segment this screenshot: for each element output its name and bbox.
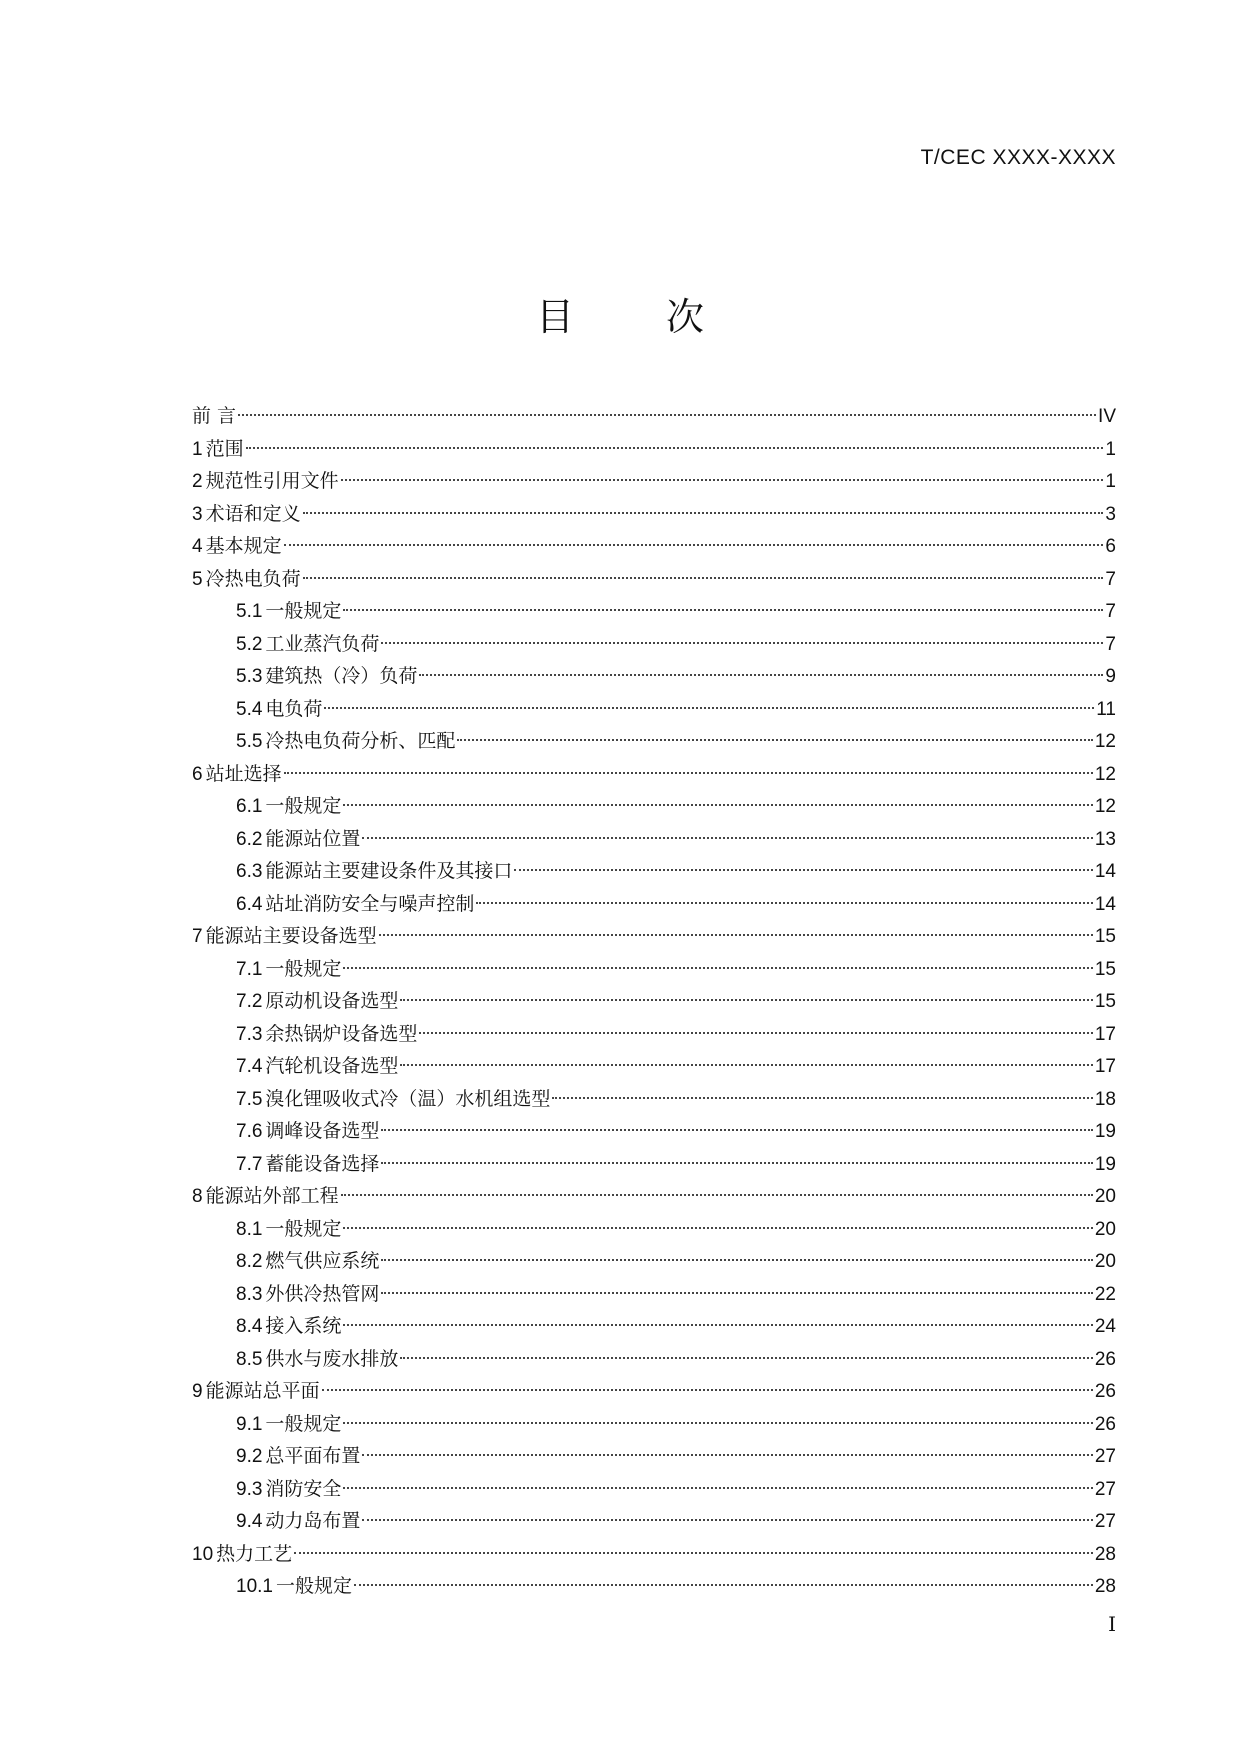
page-number: I (1108, 1612, 1116, 1636)
toc-dot-leader (419, 1032, 1092, 1034)
toc-entry[interactable] (192, 1050, 1116, 1083)
toc-dot-leader (343, 804, 1092, 806)
toc-entry-page: 27 (1094, 1511, 1116, 1532)
toc-entry-page: 12 (1094, 796, 1116, 817)
toc-entry[interactable] (192, 1440, 1116, 1473)
toc-dot-leader (303, 512, 1104, 514)
toc-entry-title: 汽轮机设备选型 (265, 1055, 399, 1077)
toc-entry[interactable] (192, 985, 1116, 1018)
toc-entry-number: 1 (192, 438, 203, 460)
toc-entry-number: 2 (192, 471, 203, 492)
toc-entry-title: 蓄能设备选择 (265, 1152, 380, 1175)
toc-entry[interactable] (192, 1375, 1116, 1408)
toc-entry-page: IV (1098, 406, 1116, 427)
toc-entry-number: 7.7 (236, 1153, 263, 1175)
toc-entry-page: 13 (1094, 828, 1116, 850)
toc-entry-number: 10.1 (236, 1576, 273, 1597)
toc-entry-page: 15 (1094, 926, 1116, 947)
toc-entry[interactable] (192, 498, 1116, 531)
toc-entry-page: 15 (1094, 991, 1116, 1012)
toc-dot-leader (362, 837, 1092, 839)
toc-entry-title: 消防安全 (265, 1477, 342, 1500)
toc-dot-leader (476, 902, 1092, 904)
toc-entry-title: 一般规定 (265, 600, 342, 622)
toc-entry-number: 6.4 (236, 893, 263, 915)
toc-entry-title: 溴化锂吸收式冷（温）水机组选型 (265, 1087, 551, 1110)
toc-entry-title: 电负荷 (265, 697, 323, 720)
toc-entry-title: 建筑热（冷）负荷 (265, 665, 418, 687)
toc-entry[interactable] (192, 1408, 1116, 1441)
toc-entry-page: 26 (1094, 1413, 1116, 1435)
toc-entry-number: 8.4 (236, 1316, 263, 1337)
toc-entry-number: 5.5 (236, 731, 263, 752)
toc-entry-title: 一般规定 (265, 1412, 342, 1435)
toc-entry-number: 5.3 (236, 666, 263, 687)
toc-entry-title: 范围 (205, 437, 244, 460)
toc-dot-leader (400, 999, 1092, 1001)
toc-entry[interactable] (192, 530, 1116, 563)
toc-entry-title: 能源站位置 (265, 827, 361, 850)
toc-entry-number: 9.2 (236, 1446, 263, 1467)
toc-entry[interactable] (192, 1245, 1116, 1278)
toc-entry-number: 5 (192, 568, 203, 590)
toc-entry[interactable] (192, 1083, 1116, 1116)
toc-dot-leader (381, 1292, 1092, 1294)
toc-entry-title: 一般规定 (265, 1217, 342, 1240)
toc-dot-leader (354, 1584, 1093, 1586)
toc-entry[interactable] (192, 400, 1116, 433)
toc-entry-number: 7.4 (236, 1056, 263, 1077)
toc-entry-title: 前 言 (192, 405, 237, 427)
toc-entry-page: 6 (1105, 536, 1116, 557)
toc-dot-leader (381, 1129, 1092, 1131)
toc-dot-leader (341, 1194, 1093, 1196)
table-of-contents (192, 400, 1116, 1603)
toc-dot-leader (343, 609, 1103, 611)
toc-entry[interactable] (192, 1343, 1116, 1376)
toc-entry-page: 12 (1094, 731, 1116, 752)
toc-dot-leader (284, 772, 1093, 774)
toc-dot-leader (362, 1454, 1092, 1456)
toc-dot-leader (362, 1519, 1092, 1521)
toc-entry-page: 12 (1094, 763, 1116, 785)
toc-entry[interactable] (192, 1538, 1116, 1571)
toc-dot-leader (284, 544, 1104, 546)
toc-entry-title: 一般规定 (265, 795, 342, 817)
toc-dot-leader (343, 1227, 1092, 1229)
toc-entry-number: 8.1 (236, 1218, 263, 1240)
toc-entry-page: 7 (1105, 633, 1116, 655)
toc-dot-leader (343, 1324, 1092, 1326)
toc-entry-title: 余热锅炉设备选型 (265, 1022, 418, 1045)
toc-entry[interactable] (192, 1180, 1116, 1213)
toc-dot-leader (381, 1259, 1092, 1261)
toc-entry-number: 8.3 (236, 1283, 263, 1305)
toc-entry-page: 24 (1094, 1316, 1116, 1337)
toc-entry-number: 5.2 (236, 633, 263, 655)
toc-entry-page: 7 (1105, 568, 1116, 590)
toc-entry-title: 冷热电负荷分析、匹配 (265, 730, 456, 752)
toc-entry-page: 18 (1094, 1088, 1116, 1110)
toc-entry-title: 能源站总平面 (205, 1380, 320, 1402)
toc-dot-leader (381, 1162, 1092, 1164)
toc-entry-number: 8.2 (236, 1251, 263, 1272)
toc-entry[interactable] (192, 660, 1116, 693)
toc-dot-leader (343, 1487, 1092, 1489)
toc-entry-number: 9.1 (236, 1413, 263, 1435)
toc-entry-number: 7 (192, 926, 203, 947)
toc-entry-title: 一般规定 (275, 1575, 352, 1597)
toc-entry-title: 术语和定义 (205, 502, 301, 525)
toc-dot-leader (419, 674, 1103, 676)
toc-entry[interactable] (192, 725, 1116, 758)
toc-entry-page: 20 (1094, 1186, 1116, 1207)
toc-entry-title: 规范性引用文件 (205, 470, 339, 492)
toc-entry-title: 站址消防安全与噪声控制 (265, 892, 475, 915)
toc-entry-page: 26 (1094, 1348, 1116, 1370)
toc-entry[interactable] (192, 628, 1116, 661)
toc-entry[interactable] (192, 823, 1116, 856)
toc-entry-number: 7.1 (236, 958, 263, 980)
toc-entry-page: 19 (1094, 1121, 1116, 1142)
toc-dot-leader (343, 967, 1092, 969)
toc-entry-title: 能源站主要设备选型 (205, 925, 377, 947)
toc-dot-leader (294, 1552, 1093, 1554)
toc-entry-page: 22 (1094, 1283, 1116, 1305)
toc-entry-number: 6.2 (236, 828, 263, 850)
toc-entry[interactable] (192, 595, 1116, 628)
toc-entry-number: 3 (192, 503, 203, 525)
toc-dot-leader (457, 739, 1092, 741)
toc-entry-number: 9 (192, 1381, 203, 1402)
toc-entry-page: 11 (1096, 698, 1116, 720)
toc-entry[interactable] (192, 1018, 1116, 1051)
toc-entry[interactable] (192, 1570, 1116, 1603)
toc-entry-page: 28 (1094, 1576, 1116, 1597)
toc-entry[interactable] (192, 1505, 1116, 1538)
toc-entry-page: 27 (1094, 1446, 1116, 1467)
toc-entry-number: 8.5 (236, 1348, 263, 1370)
toc-entry-title: 站址选择 (205, 762, 282, 785)
toc-entry-number: 7.6 (236, 1121, 263, 1142)
toc-entry-title: 供水与废水排放 (265, 1347, 399, 1370)
toc-entry-number: 6 (192, 763, 203, 785)
toc-entry[interactable] (192, 465, 1116, 498)
toc-entry-page: 14 (1094, 893, 1116, 915)
toc-dot-leader (552, 1097, 1092, 1099)
toc-entry-page: 1 (1105, 471, 1116, 492)
toc-dot-leader (381, 642, 1103, 644)
toc-dot-leader (341, 479, 1104, 481)
toc-dot-leader (324, 707, 1094, 709)
toc-entry-title: 能源站外部工程 (205, 1185, 339, 1207)
toc-entry[interactable] (192, 888, 1116, 921)
toc-entry[interactable] (192, 693, 1116, 726)
toc-entry[interactable] (192, 1473, 1116, 1506)
toc-entry-number: 5.1 (236, 601, 263, 622)
toc-entry-page: 7 (1105, 601, 1116, 622)
toc-entry-title: 一般规定 (265, 957, 342, 980)
toc-entry-number: 4 (192, 536, 203, 557)
toc-entry-number: 10 (192, 1543, 214, 1565)
toc-entry-number: 7.3 (236, 1023, 263, 1045)
toc-entry-number: 7.5 (236, 1088, 263, 1110)
toc-entry-page: 20 (1094, 1218, 1116, 1240)
toc-dot-leader (322, 1389, 1093, 1391)
toc-entry[interactable] (192, 790, 1116, 823)
toc-entry-title: 燃气供应系统 (265, 1250, 380, 1272)
toc-entry[interactable] (192, 1310, 1116, 1343)
toc-entry[interactable] (192, 1213, 1116, 1246)
toc-entry-number: 7.2 (236, 991, 263, 1012)
toc-dot-leader (238, 414, 1096, 416)
toc-entry-title: 接入系统 (265, 1315, 342, 1337)
toc-entry-title: 热力工艺 (216, 1542, 293, 1565)
toc-title: 目 次 (535, 295, 745, 339)
toc-entry-page: 15 (1094, 958, 1116, 980)
toc-entry[interactable] (192, 433, 1116, 466)
toc-dot-leader (400, 1064, 1092, 1066)
toc-entry-title: 总平面布置 (265, 1445, 361, 1467)
document-code: T/CEC XXXX-XXXX (920, 146, 1116, 169)
toc-entry[interactable] (192, 1115, 1116, 1148)
toc-entry-page: 19 (1094, 1153, 1116, 1175)
toc-entry-page: 26 (1094, 1381, 1116, 1402)
toc-entry[interactable] (192, 1148, 1116, 1181)
toc-entry-title: 能源站主要建设条件及其接口 (265, 860, 513, 882)
toc-entry-page: 27 (1094, 1478, 1116, 1500)
toc-entry-title: 原动机设备选型 (265, 990, 399, 1012)
toc-entry[interactable] (192, 563, 1116, 596)
toc-entry-page: 28 (1094, 1543, 1116, 1565)
toc-entry-title: 冷热电负荷 (205, 567, 301, 590)
toc-entry[interactable] (192, 758, 1116, 791)
toc-dot-leader (400, 1357, 1092, 1359)
toc-dot-leader (379, 934, 1093, 936)
toc-entry-page: 20 (1094, 1251, 1116, 1272)
toc-entry[interactable] (192, 920, 1116, 953)
toc-entry-number: 6.3 (236, 861, 263, 882)
toc-entry-number: 8 (192, 1186, 203, 1207)
toc-entry[interactable] (192, 953, 1116, 986)
toc-entry[interactable] (192, 855, 1116, 888)
toc-dot-leader (303, 577, 1104, 579)
toc-entry-number: 9.3 (236, 1478, 263, 1500)
toc-dot-leader (514, 869, 1092, 871)
toc-dot-leader (343, 1422, 1092, 1424)
toc-entry-page: 1 (1105, 438, 1116, 460)
toc-entry-title: 基本规定 (205, 535, 282, 557)
toc-entry-page: 17 (1094, 1023, 1116, 1045)
toc-entry-number: 5.4 (236, 698, 263, 720)
toc-entry-page: 9 (1105, 666, 1116, 687)
toc-entry-title: 调峰设备选型 (265, 1120, 380, 1142)
toc-dot-leader (246, 447, 1104, 449)
toc-entry-number: 9.4 (236, 1511, 263, 1532)
toc-entry-title: 动力岛布置 (265, 1510, 361, 1532)
toc-entry-page: 14 (1094, 861, 1116, 882)
toc-entry-title: 工业蒸汽负荷 (265, 632, 380, 655)
toc-entry-page: 17 (1094, 1056, 1116, 1077)
toc-entry-number: 6.1 (236, 796, 263, 817)
toc-entry-title: 外供冷热管网 (265, 1282, 380, 1305)
toc-entry-page: 3 (1105, 503, 1116, 525)
toc-entry[interactable] (192, 1278, 1116, 1311)
